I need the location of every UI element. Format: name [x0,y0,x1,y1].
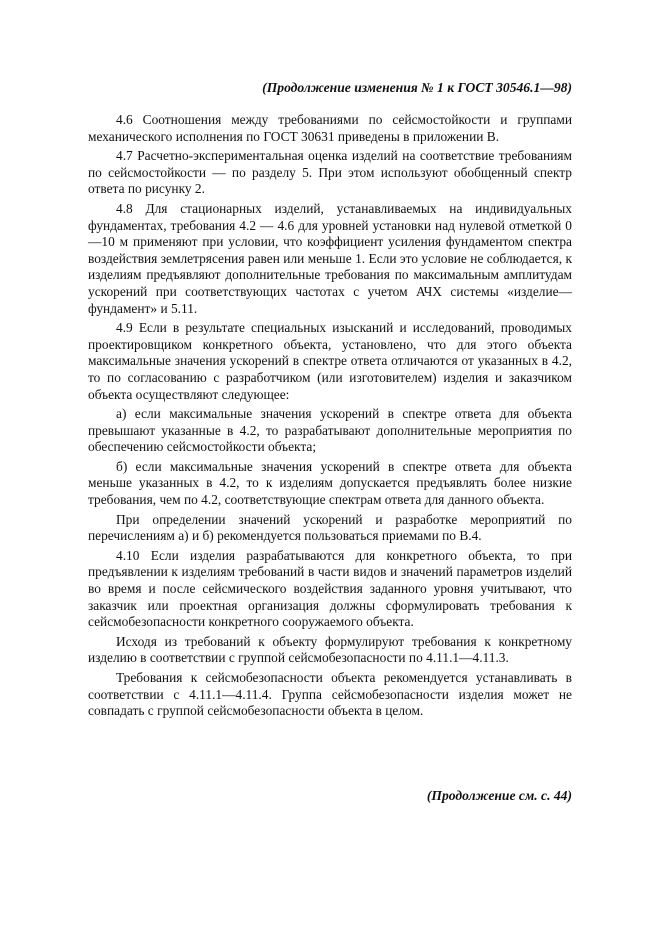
continuation-header: (Продолжение изменения № 1 к ГОСТ 30546.1—98) [262,80,572,95]
continuation-footer: (Продолжение см. с. 44) [426,788,572,803]
list-item-a: а) если максимальные значения ускорений в спектре ответа для объекта превышают указанные в 4.2, то разрабатывают дополнительные мероприятия по обеспечению сейсмостойкости объекта; [88,406,572,455]
paragraph-object-requirements: Требования к сейсмобезопасности объекта рекомендуется устанавливать в соответствии с 4.11.1—4.11.4. Группа сейсмобезопасности изделия может не совпадать с группой сейсмобезопасности объекта в целом. [88,670,572,719]
list-item-b: б) если максимальные значения ускорений в спектре ответа для объекта меньше указанных в 4.2, то к изделиям допускается предъявлять более низкие требования, чем по 4.2, соответствующие спектрам ответа для данного объекта. [88,458,572,508]
paragraph-methods-note: При определении значений ускорений и разработке мероприятий по перечислениям а) и б) рекомендуется пользоваться приемами по В.4. [88,511,572,544]
paragraph-4-9: 4.9 Если в результате специальных изысканий и исследований, проводимых проектировщиком конкретного объекта, установлено, что для этого объекта максимальные значения ускорений в спектре ответа отличаются от указанных в 4.2, то по согласованию с разработчиком (или изготовителем) изделия и заказчиком объекта осуществляют следующее: [88,320,572,402]
paragraph-4-7: 4.7 Расчетно-экспериментальная оценка изделий на соответствие требованиям по сейсмостойкости — по разделу 5. При этом используют обобщенный спектр ответа по рисунку 2. [88,148,572,197]
document-body [88,112,572,720]
paragraph-4-6: 4.6 Соотношения между требованиями по сейсмостойкости и группами механического исполнения по ГОСТ 30631 приведены в приложении В. [88,112,572,144]
document-page [88,80,572,720]
paragraph-4-10: 4.10 Если изделия разрабатываются для конкретного объекта, то при предъявлении к изделиям требований в части видов и значений параметров изделий во время и после сейсмического воздействия заданного уровня учитывают, что заказчик или проектная организация должны сформулировать требования к сейсмобезопасности конкретного сооружаемого объекта. [88,547,572,630]
paragraph-product-requirements: Исходя из требований к объекту формулируют требования к конкретному изделию в соответствии с группой сейсмобезопасности по 4.11.1—4.11.3. [88,633,572,666]
paragraph-4-8: 4.8 Для стационарных изделий, устанавливаемых на индивидуальных фундаментах, требования 4.2 — 4.6 для уровней установки над нулевой отметкой 0—10 м применяют при условии, что коэффициент усиления фундаментом спектра воздействия землетрясения равен или меньше 1. Если это условие не соблюдается, к изделиям предъявляют дополнительные требования по максимальным амплитудам ускорений при соответствующих частотах с учетом АЧХ системы «изделие—фундамент» и 5.11. [88,200,572,316]
